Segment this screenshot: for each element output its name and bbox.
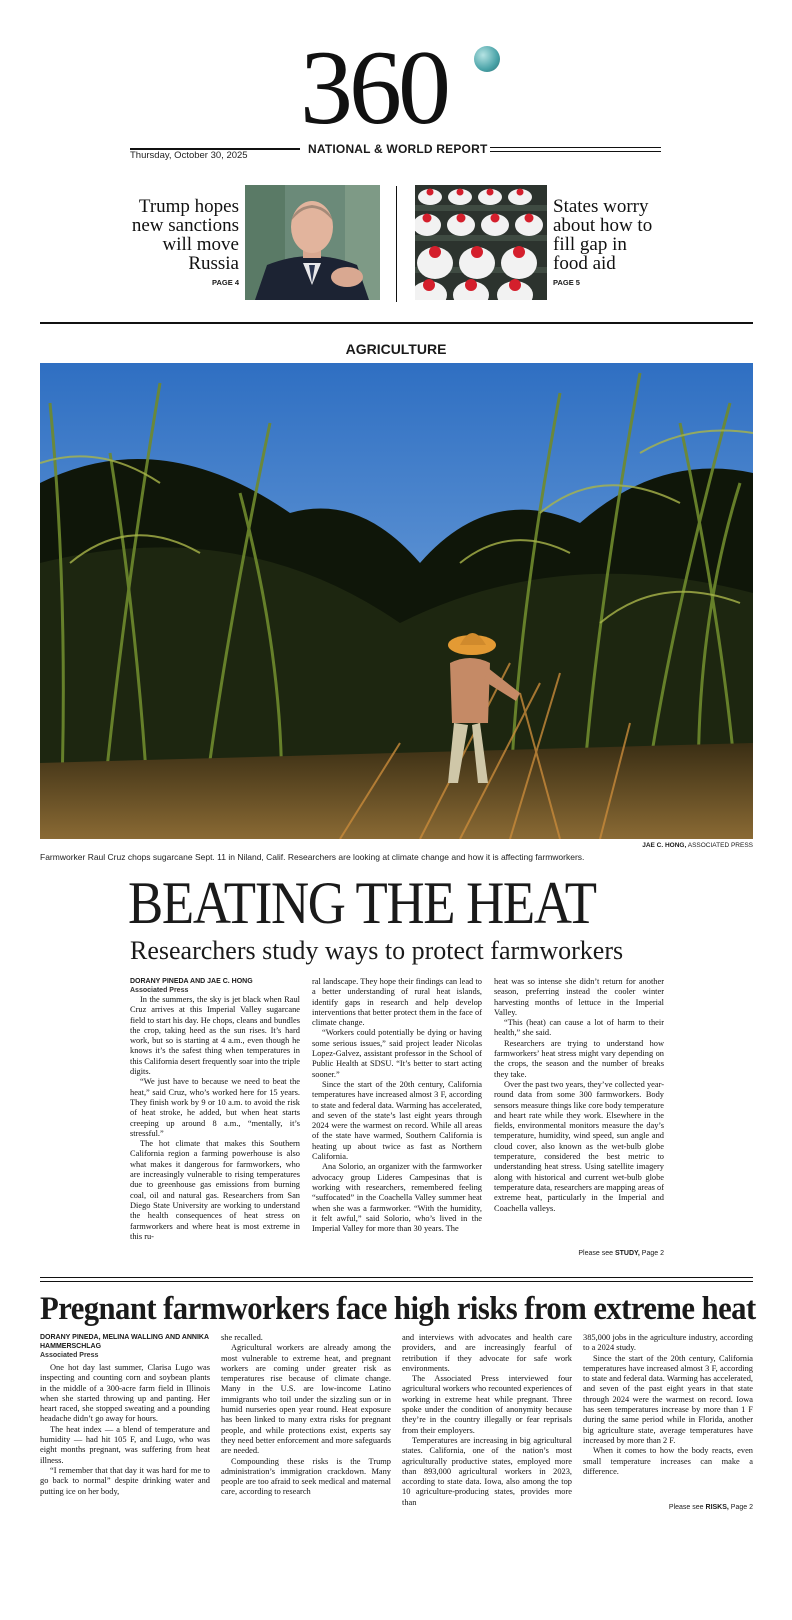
main-subhead: Researchers study ways to protect farmworkers bbox=[130, 936, 624, 965]
article-column-2 bbox=[221, 1333, 391, 1498]
paragraph: “This (heat) can cause a lot of harm to their health,” she said. bbox=[494, 1018, 664, 1038]
teaser-title-russia[interactable]: Trump hopes new sanctions will move Russia bbox=[131, 196, 239, 274]
paragraph: When it comes to how the body reacts, even small temperature increases can make a difference. bbox=[583, 1446, 753, 1476]
teaser-divider bbox=[396, 186, 397, 302]
paragraph: The Associated Press interviewed four agricultural workers who recounted experiences of working in extreme heat while pregnant. Three spoke under the condition of anonymity because they’re in the country illegally or fear reprisals from their employers. bbox=[402, 1374, 572, 1435]
paragraph: Researchers are trying to understand how farmworkers’ heat stress might vary depending on the crops, the season and the number of breaks they take. bbox=[494, 1038, 664, 1079]
sugarcane-field-image bbox=[40, 363, 753, 839]
paragraph: Over the past two years, they’ve collected year-round data from some 300 farmworkers. Body sensors measure things like core body temperature and heart rate while they work. Elsewhere in the fields, environmental monitors measure the day’s temperature, humidity, wind speed, sun angle and cloud cover, also known as the wet-bulb globe temperature, considered the best metric to understanding heat stress. Using satellite imagery along with historical and current wet-bulb globe temperature data, researchers are mapping areas of extreme heat, particularly in the Imperial and Coachella valleys. bbox=[494, 1079, 664, 1213]
paragraph: 385,000 jobs in the agriculture industry, according to a 2024 study. bbox=[583, 1333, 753, 1353]
portrait-image bbox=[245, 185, 380, 300]
jump-prefix: Please see bbox=[578, 1250, 615, 1257]
article-column-4 bbox=[583, 1333, 753, 1477]
article-column-1 bbox=[130, 995, 300, 1242]
teaser-title-food-aid[interactable]: States worry about how to fill gap in food aid bbox=[553, 196, 653, 274]
jump-page: Page 2 bbox=[639, 1250, 664, 1257]
masthead-rule-right-2 bbox=[490, 151, 661, 152]
story-rule bbox=[40, 1277, 753, 1278]
jump-target: RISKS, bbox=[705, 1504, 729, 1511]
paragraph: “Workers could potentially be dying or having some serious issues,” said project leader Nicolas Lopez-Galvez, assistant professor in the School of Public Health at SDSU. “It’s better to start acting sooner.” bbox=[312, 1028, 482, 1079]
section-rule bbox=[40, 322, 753, 324]
byline: DORANY PINEDA AND JAE C. HONG bbox=[130, 978, 253, 985]
photo-credit-name: JAE C. HONG, bbox=[642, 842, 687, 849]
jump-link-study[interactable] bbox=[494, 1250, 664, 1257]
paragraph: she recalled. bbox=[221, 1333, 263, 1342]
article-column-2 bbox=[312, 977, 482, 1234]
paragraph: “I remember that that day it was hard for me to go back to normal” despite drinking water and putting ice on her body, bbox=[40, 1465, 210, 1496]
paragraph: The hot climate that makes this Southern California region a farming powerhouse is also what makes it dangerous for farmworkers, who are increasingly vulnerable to rising temperatures due to greenhouse gas emissions from burning coal, oil and natural gas. Researchers from San Diego State University are working to understand the health consequences of heat stress on farmworkers and where heat is most extreme in this ru- bbox=[130, 1139, 300, 1241]
photo-caption: Farmworker Raul Cruz chops sugarcane Sept. 11 in Niland, Calif. Researchers are looking at climate change and how it is affecting farmworkers. bbox=[40, 852, 585, 862]
paragraph: Agricultural workers are already among the most vulnerable to extreme heat, and pregnant workers are coming under greater risk as temperatures rise because of climate change. Many in the U.S. are low-income Latino immigrants who toil under the sizzling sun or in humid nurseries open year round. Heat exposure has been linked to many extra risks for pregnant people, and while protections exist, experts say they need better enforcement and more safeguards are needed. bbox=[221, 1343, 391, 1456]
paragraph: Since the start of the 20th century, California temperatures have increased almost 3 F, according to state and federal data. Warming has accelerated, and seven of the past eight years in that state through 2024 were the warmest on record. Iowa has seen temperatures increase by more than 1 F during the same period while in Florida, another big agriculture state, average temperatures have increased by more than 2 F. bbox=[583, 1353, 753, 1445]
story-rule-2 bbox=[40, 1281, 753, 1282]
paragraph: Since the start of the 20th century, California temperatures have increased almost 3 F, according to state and federal data. Warming has accelerated, and seven of the state’s last eight years through 2024 were the warmest on record. While all areas of the state have warmed, Southern California is heating up about twice as fast as Northern California. bbox=[312, 1079, 482, 1162]
photo-credit-org: ASSOCIATED PRESS bbox=[686, 842, 753, 849]
main-headline[interactable]: BEATING THE HEAT bbox=[128, 870, 596, 936]
paragraph: heat was so intense she didn’t return for another season, preferring instead the cooler winter harvesting months of lettuce in the Imperial Valley. bbox=[494, 977, 664, 1017]
paragraph: and interviews with advocates and health care providers, and are increasingly fearful of retribution if they advocate for safe work environments. bbox=[402, 1333, 572, 1373]
main-byline-block bbox=[130, 977, 300, 995]
masthead-rule-right bbox=[490, 147, 661, 148]
photo-credit bbox=[560, 842, 753, 849]
section-name: NATIONAL & WORLD REPORT bbox=[308, 142, 488, 156]
paragraph: Temperatures are increasing in big agricultural states. California, one of the nation’s most agriculturally productive states, employed more than 893,000 agricultural workers in 2023, according to state data. Iowa, also among the top 10 agriculture-producing states, provides more than bbox=[402, 1435, 572, 1507]
masthead-logo bbox=[300, 29, 500, 146]
section-label: AGRICULTURE bbox=[345, 341, 447, 357]
jump-link-risks[interactable] bbox=[583, 1504, 753, 1511]
teaser-page-ref[interactable]: PAGE 5 bbox=[553, 278, 580, 287]
main-photo-sugarcane[interactable] bbox=[40, 363, 753, 839]
article-column-3 bbox=[402, 1333, 572, 1508]
globe-icon bbox=[474, 46, 500, 72]
byline-affiliation: Associated Press bbox=[130, 987, 189, 994]
jump-target: STUDY, bbox=[614, 1250, 640, 1257]
second-headline[interactable]: Pregnant farmworkers face high risks from extreme heat bbox=[40, 1291, 756, 1327]
jump-prefix: Please see bbox=[668, 1504, 706, 1511]
teaser-photo-putin[interactable] bbox=[245, 185, 380, 300]
paragraph: Compounding these risks is the Trump administration’s immigration crackdown. Many people are too afraid to seek medical and maternal care, according to research bbox=[221, 1456, 391, 1497]
byline: DORANY PINEDA, MELINA WALLING AND ANNIKA HAMMERSCHLAG bbox=[40, 1334, 209, 1350]
paragraph: One hot day last summer, Clarisa Lugo was inspecting and counting corn and soybean plants in the middle of a 300-acre farm field in Illinois when she started throwing up and panting. Her heart raced, she stopped sweating and a pounding headache didn’t go away for hours. bbox=[40, 1363, 210, 1424]
edition-date: Thursday, October 30, 2025 bbox=[130, 150, 248, 161]
article-column-3 bbox=[494, 977, 664, 1214]
paragraph: ral landscape. They hope their findings can lead to a better understanding of rural heat islands, identify gaps in research and help develop interventions that better protect them in the face of climate change. bbox=[312, 977, 482, 1028]
paragraph: The heat index — a blend of temperature and humidity — had hit 105 F, and Lugo, who was eight months pregnant, was suffering from heat illness. bbox=[40, 1424, 210, 1465]
teaser-photo-milk-jugs[interactable] bbox=[415, 185, 547, 300]
teaser-page-ref[interactable]: PAGE 4 bbox=[212, 278, 239, 287]
paragraph: In the summers, the sky is jet black when Raul Cruz arrives at this Imperial Valley sugarcane field to start his day. He chops, cleans and bundles the crop, taking heed as the sun rises. It’s hard work, but so is starting at 4 a.m., even though he knows it’s the safest thing when temperatures in this California desert frequently soar into the triple digits. bbox=[130, 995, 301, 1077]
second-byline-block bbox=[40, 1333, 210, 1360]
paragraph: “We just have to because we need to beat the heat,” said Cruz, who’s worked here for 15 years. They finish work by 9 or 10 a.m. to avoid the risk of heat stroke, he added, but when heat starts creeping up around 8 a.m., “mentally, it’s stressful.” bbox=[130, 1077, 300, 1138]
paragraph: Ana Solorio, an organizer with the farmworker advocacy group Lideres Campesinas that is working with researchers, remembered feeling “suffocated” in the Coachella Valley summer heat when she was a farmworker. “With the humidity, it felt awful,” said Solorio, who’s lived in the Imperial Valley for more than 30 years. The bbox=[312, 1162, 482, 1234]
article-column-1 bbox=[40, 1363, 210, 1497]
milk-jugs-image bbox=[415, 185, 547, 300]
byline-affiliation: Associated Press bbox=[40, 1352, 99, 1359]
logo-text: 360 bbox=[300, 29, 447, 146]
jump-page: Page 2 bbox=[728, 1504, 753, 1511]
